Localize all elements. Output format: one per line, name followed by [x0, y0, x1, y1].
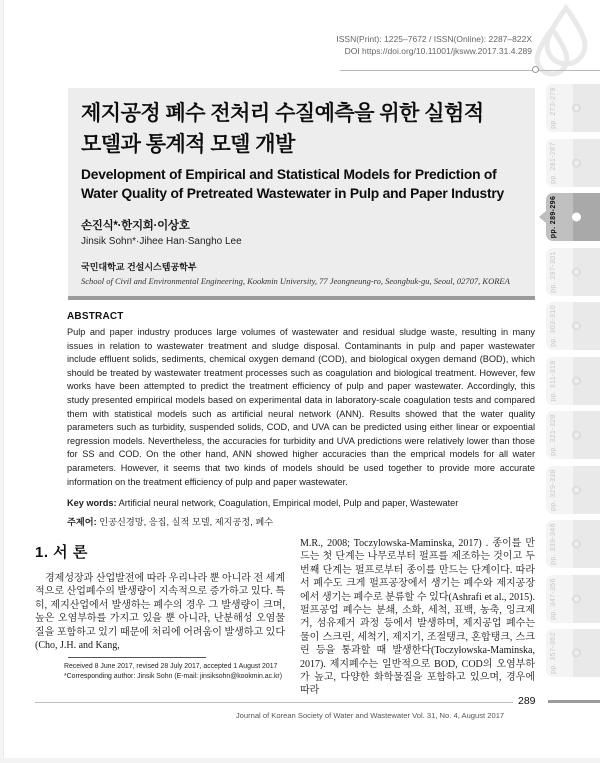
keywords-kr-label: 주제어: [67, 517, 97, 528]
radio-dot-icon [572, 485, 581, 494]
radio-dot-icon [572, 540, 581, 549]
footer-rule [35, 702, 513, 703]
tab-pp-357-362[interactable] [546, 629, 600, 677]
page-bottom-edge [0, 758, 600, 763]
abstract-heading: ABSTRACT [67, 311, 124, 322]
issn-line: ISSN(Print): 1225–7672 / ISSN(Online): 2287–822X [336, 34, 532, 44]
intro-paragraph-left: 경제성장과 산업발전에 따라 우리나라 뿐 아니라 전 세계적으로 산업폐수의 발생량이 지속적으로 증가하고 있다. 특히, 제지산업에서 발생하는 폐수의 경우 그 발생량이 크며, 높은 오염부하를 가지고 있을 뿐 아니라, 난분해성 오염물질을 포함하고 있기 때문에 처리에 어려움이 발생하고 있다(Cho, J.H. and Kang, [35, 573, 285, 652]
radio-dot-icon [572, 213, 581, 222]
tab-label: pp. 303-310 [550, 305, 557, 347]
doi-line: DOI https://doi.org/10.11001/jksww.2017.31.4.289 [344, 46, 532, 56]
tab-label: pp. 281-287 [550, 141, 557, 184]
title-divider-bar [68, 296, 535, 300]
abstract-section [67, 311, 535, 528]
tab-pp-321-328[interactable] [546, 411, 600, 459]
tab-pp-303-310[interactable] [546, 302, 600, 350]
masthead-rule [340, 70, 600, 71]
radio-dot-icon [572, 322, 581, 331]
keywords-kr-line [67, 514, 535, 528]
tab-label: pp. 273-279 [550, 87, 557, 129]
keywords-value: Artificial neural network, Coagulation, Empirical model, Pulp and paper, Wastewater [118, 498, 459, 509]
keywords-line [67, 498, 535, 508]
radio-dot-icon [572, 594, 581, 603]
page-left-edge [0, 0, 4, 763]
footnote-rule [68, 657, 206, 658]
corresponding-author-line: *Corresponding author: Jinsik Sohn (E-mail: jinsiksohn@kookmin.ac.kr) [64, 673, 283, 680]
footer-accent-bar [548, 700, 600, 703]
radio-dot-icon [572, 104, 581, 113]
open-circle-icon [532, 66, 539, 73]
tab-pp-311-319[interactable] [546, 357, 600, 405]
radio-dot-icon [572, 649, 581, 658]
tab-pp-339-346[interactable] [546, 520, 600, 568]
footnote-block [64, 657, 314, 682]
keywords-label: Key words: [67, 498, 117, 509]
tab-pp-281-287[interactable] [546, 139, 600, 187]
authors-english: Jinsik Sohn*·Jihee Han·Sangho Lee [81, 236, 242, 247]
abstract-body: Pulp and paper industry produces large volumes of wastewater and residual sludge waste, resulting in many issues in relation to wastewater treatment and sludge disposal. Contaminants in pulp and paper wastewater include effluent solids, sediments, chemical oxygen demand (COD), and biological oxygen demand (BOD), which should be treated by wastewater treatment processes such as coagulation and biological treatment. However, few works have been attempted to predict the treatment efficiency of pulp and paper wastewater. Accordingly, this study presented empirical models based on experimental data in laboratory-scale coagulation tests and compared them with statistical models such as artificial neural network (ANN). Results showed that the water quality parameters such as turbidity, suspended solids, COD, and UVA can be predicted using either linear or expoential regression models. Nevertheless, the accuracies for turbidity and UVA predictions were relatively lower than those for SS and COD. On the other hand, ANN showed higher accuracies than the emprical models for all water parameters. However, it seems that two kinds of models should be used together to provide more accurate information on the treatment efficiency of pulp and paper wastewater. [67, 327, 535, 487]
tab-label: pp. 339-346 [550, 523, 557, 565]
tab-label: pp. 329-338 [550, 468, 557, 511]
affiliation-korean: 국민대학교 건설시스템공학부 [81, 262, 197, 272]
radio-dot-icon [572, 158, 581, 167]
tab-label: pp. 311-319 [550, 359, 557, 402]
intro-right-column [300, 537, 535, 698]
article-page-range-tabs [544, 84, 600, 684]
tab-pp-347-356[interactable] [546, 575, 600, 623]
tab-pp-329-338[interactable] [546, 466, 600, 514]
affiliation-english: School of Civil and Environmental Engineering, Kookmin University, 77 Jeongneung-ro, Seongbuk-gu, Seoul, 02707, KOREA [81, 276, 510, 286]
intro-left-column [35, 541, 285, 652]
tab-pp-289-296-active[interactable] [546, 193, 600, 241]
authors-korean: 손진식*·한지희·이상호 [81, 220, 190, 232]
title-block [68, 88, 535, 296]
intro-paragraph-right: M.R., 2008; Toczylowska-Maminska, 2017) . 종이를 만드는 첫 단계는 나무로부터 펄프를 제조하는 것이고 두 번째 단계는 펄프로부터 종이를 만드는 단계이다. 따라서 폐수도 크게 펄프공장에서 생기는 폐수와 제지공장에서 생기는 폐수로 분류할 수 있다(Ashrafi et al., 2015). 펄프공업 폐수는 분쇄, 소화, 세척, 표백, 농축, 잉크제거, 섬유제거 과정 등에서 발생하며, 제지공업 폐수는 물이 스크린, 세척기, 제지기, 조절탱크, 혼합탱크, 스크린 등을 통과할 때 발생한다(Toczyłowska-Maminska, 2017). 제지폐수는 일반적으로 BOD, COD의 오염부하가 높고, 다양한 화학물질을 포함하고 있으며, 경우에 따라 [300, 538, 535, 697]
masthead-issn-doi [336, 33, 532, 57]
section-1-heading: 1. 서 론 [35, 544, 88, 561]
english-title: Development of Empirical and Statistical Models for Prediction of Water Quality of Pretreated Wastewater in Pulp and Paper Industry [81, 167, 504, 201]
tab-pp-273-279[interactable] [546, 84, 600, 132]
radio-dot-icon [572, 376, 581, 385]
tab-label: pp. 289-296 [550, 195, 557, 239]
korean-title: 제지공정 폐수 전처리 수질예측을 위한 실험적 모델과 통계적 모델 개발 [81, 102, 484, 156]
tab-label: pp. 321-328 [550, 414, 557, 456]
radio-dot-icon [572, 267, 581, 276]
tab-label: pp. 357-362 [550, 632, 557, 674]
tab-label: pp. 347-356 [550, 577, 557, 620]
journal-footer-line: Journal of Korean Society of Water and Wastewater Vol. 31, No. 4, August 2017 [235, 711, 505, 720]
page-number: 289 [518, 695, 536, 707]
tab-pp-297-301[interactable] [546, 248, 600, 296]
tab-label: pp. 297-301 [550, 250, 557, 293]
received-dates-line: Received 8 June 2017, revised 28 July 2017, accepted 1 August 2017 [64, 663, 278, 670]
radio-dot-icon [572, 431, 581, 440]
keywords-kr-value: 인공신경망, 응집, 실적 모델, 제지공정, 폐수 [99, 517, 274, 528]
